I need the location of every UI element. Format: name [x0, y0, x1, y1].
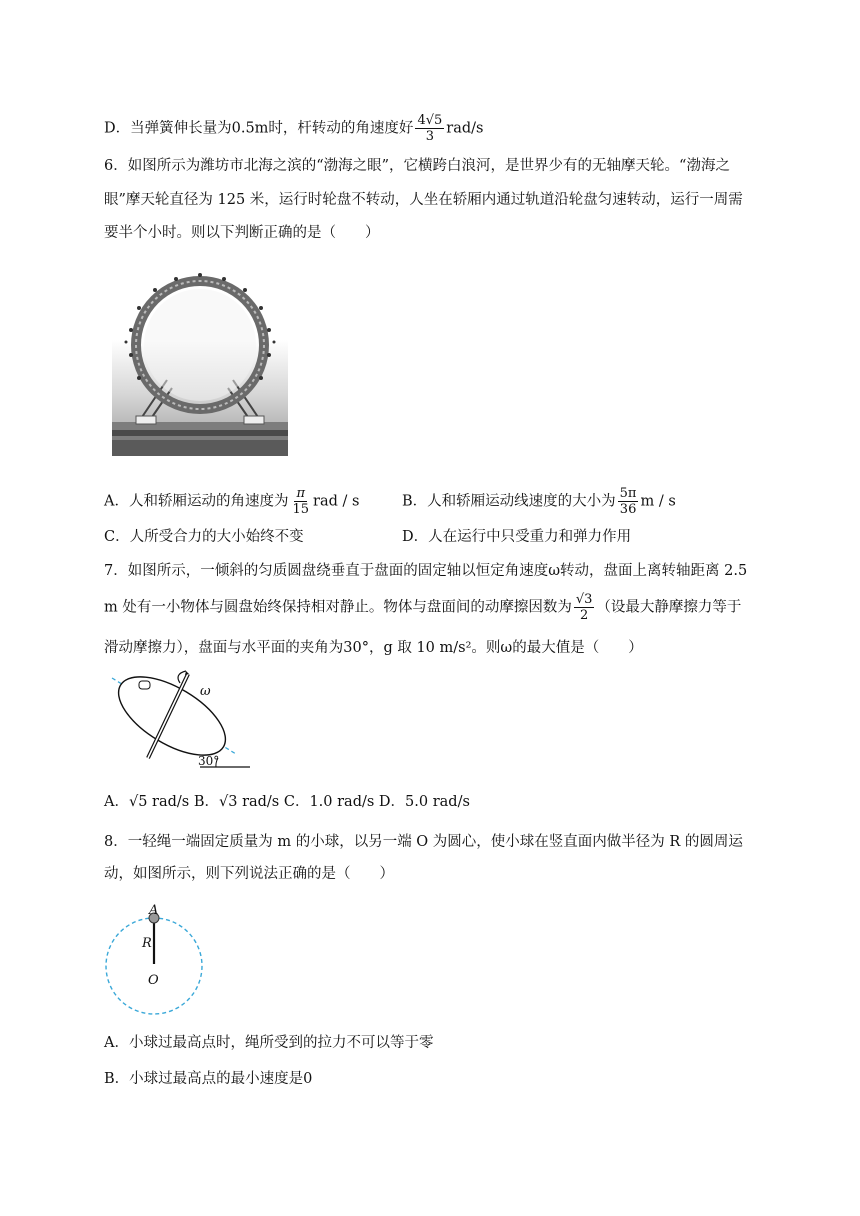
q7-stem-line2: m 处有一小物体与圆盘始终保持相对静止。物体与盘面间的动摩擦因数为 $\frac{√3}{2}$ （设最大静摩擦力等于 [104, 592, 742, 623]
q6-stem-line3: 要半个小时。则以下判断正确的是（ ） [104, 225, 380, 241]
q8-stem-line2: 动，如图所示，则下列说法正确的是（ ） [104, 866, 394, 882]
fraction: $\frac{√3}{2}$ [575, 592, 593, 623]
q6-option-b: B．人和轿厢运动线速度的大小为 $\frac{5\pi}{36}$ m / s [402, 486, 676, 517]
fraction: $\frac{5\pi}{36}$ [619, 486, 637, 517]
angle-label: 30° [198, 754, 220, 768]
q6-stem-line1: 6．如图所示为潍坊市北海之滨的“渤海之眼”，它横跨白浪河，是世界少有的无轴摩天轮。“渤海之 [104, 158, 730, 174]
q5-option-d: D．当弹簧伸长量为0.5m时，杆转动的角速度好 $\frac{4√5}{3}$ rad/s [104, 113, 484, 144]
omega-label: ω [200, 684, 211, 699]
fraction: $\frac{\pi}{15}$ [292, 486, 310, 517]
q6-option-a: A．人和轿厢运动的角速度为 $\frac{\pi}{15}$ rad / s [104, 486, 360, 517]
inclined-disk-diagram [104, 670, 254, 774]
center-o-label: O [148, 973, 159, 988]
point-a-label: A [149, 903, 159, 918]
q7-stem-line3: 滑动摩擦力），盘面与水平面的夹角为30°，g 取 10 m/s²。则ω的最大值是（ ） [104, 640, 643, 656]
ferris-wheel-photo [112, 270, 288, 456]
circular-motion-diagram [102, 898, 208, 1018]
q8-option-a: A．小球过最高点时，绳所受到的拉力不可以等于零 [104, 1035, 434, 1051]
q8-stem-line1: 8．一轻绳一端固定质量为 m 的小球，以另一端 O 为圆心，使小球在竖直面内做半径为 R 的圆周运 [104, 834, 743, 850]
q7-stem-line1: 7．如图所示，一倾斜的匀质圆盘绕垂直于盘面的固定轴以恒定角速度ω转动，盘面上离转轴距离 2.5 [104, 563, 748, 579]
fraction: $\frac{4√5}{3}$ [417, 113, 443, 144]
q8-option-b: B．小球过最高点的最小速度是0 [104, 1071, 313, 1087]
q7-options: A．√5 rad/s B．√3 rad/s C．1.0 rad/s D．5.0 rad/s [104, 794, 470, 810]
q6-option-d: D．人在运行中只受重力和弹力作用 [402, 529, 632, 545]
q6-stem-line2: 眼”摩天轮直径为 125 米，运行时轮盘不转动，人坐在轿厢内通过轨道沿轮盘匀速转动，运行一周需 [104, 192, 743, 208]
q6-option-c: C．人所受合力的大小始终不变 [104, 529, 304, 545]
radius-label: R [142, 936, 152, 951]
